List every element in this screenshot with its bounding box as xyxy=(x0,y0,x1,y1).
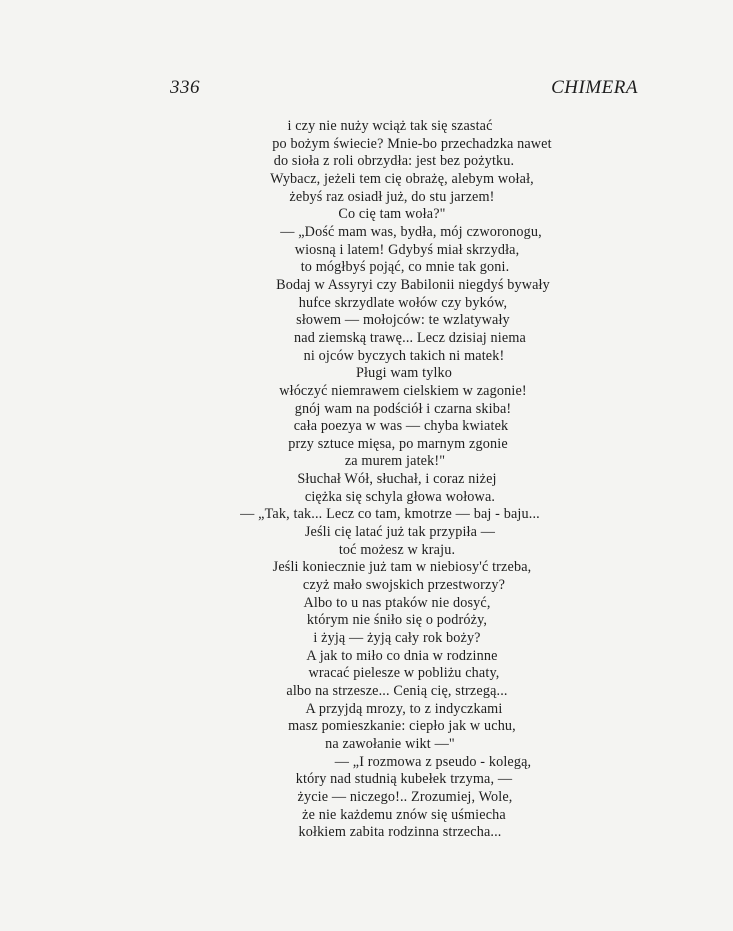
poem-line: włóczyć niemrawem cielskiem w zagonie! xyxy=(279,382,527,399)
poem-line: że nie każdemu znów się uśmiecha xyxy=(302,806,506,823)
poem-line: Wybacz, jeżeli tem cię obrażę, alebym wołał, xyxy=(270,170,534,187)
poem-line: którym nie śniło się o podróży, xyxy=(306,612,488,629)
poem-line: żebyś raz osiadł już, do stu jarzem! xyxy=(289,188,495,205)
poem-line: Słuchał Wół, słuchał, i coraz niżej xyxy=(297,471,497,488)
poem-text xyxy=(200,118,580,842)
poem-line: albo na strzesze... Cenią cię, strzegą... xyxy=(286,683,508,699)
poem-line: Jeśli koniecznie już tam w niebiosy'ć trzeba, xyxy=(272,559,532,576)
poem-line: — „I rozmowa z pseudo - kolegą, xyxy=(334,753,532,770)
poem-line: nad ziemską trawę... Lecz dzisiaj niema xyxy=(294,329,526,346)
poem-line: po bożym świecie? Mnie-bo przechadzka nawet xyxy=(272,135,552,152)
poem-line: ciężka się schyla głowa wołowa. xyxy=(304,488,496,505)
poem-line: przy sztuce mięsa, po marnym zgonie xyxy=(288,435,508,452)
poem-line: życie — niczego!.. Zrozumiej, Wole, xyxy=(297,788,513,805)
poem-line: wracać pielesze w pobliżu chaty, xyxy=(308,665,500,682)
poem-line: — „Dość mam was, bydła, mój czworonogu, xyxy=(280,223,542,240)
poem-line: do sioła z roli obrzydła: jest bez pożytku. xyxy=(273,153,515,170)
poem-line: cała poezya w was — chyba kwiatek xyxy=(293,418,509,435)
poem-line: za murem jatek!" xyxy=(344,453,446,470)
poem-line: gnój wam na podściół i czarna skiba! xyxy=(294,400,512,417)
poem-line: Bodaj w Assyryi czy Babilonii niegdyś bywały xyxy=(276,276,550,293)
poem-line: A jak to miło co dnia w rodzinne xyxy=(306,647,498,664)
poem-line: czyż mało swojskich przestworzy? xyxy=(302,577,506,594)
poem-line: i żyją — żyją cały rok boży? xyxy=(313,630,481,647)
poem-line: Jeśli cię latać już tak przypiła — xyxy=(304,524,496,541)
poem-line: kołkiem zabita rodzinna strzecha... xyxy=(298,824,502,841)
poem-line: toć możesz w kraju. xyxy=(338,541,456,558)
poem-line: wiosną i latem! Gdybyś miał skrzydła, xyxy=(294,241,520,258)
poem-line: słowem — mołojców: te wzlatywały xyxy=(296,312,510,329)
poem-line: ni ojców byczych takich ni matek! xyxy=(303,347,505,364)
poem-line: Co cię tam woła?" xyxy=(338,206,446,223)
poem-line: na zawołanie wikt —" xyxy=(325,735,455,752)
poem-line: to mógłbyś pojąć, co mnie tak goni. xyxy=(300,259,510,276)
poem-line: i czy nie nuży wciąż tak się szastać xyxy=(287,118,493,134)
poem-line: A przyjdą mrozy, to z indyczkami xyxy=(305,700,503,717)
page-number: 336 xyxy=(170,77,200,98)
poem-line: Pługi wam tylko xyxy=(355,365,453,382)
poem-line: który nad studnią kubełek trzyma, — xyxy=(295,771,513,788)
poem-line: hufce skrzydlate wołów czy byków, xyxy=(298,294,508,311)
poem-line: — „Tak, tak... Lecz co tam, kmotrze — baj - baju... xyxy=(240,506,540,523)
running-title: CHIMERA xyxy=(551,77,638,98)
poem-line: masz pomieszkanie: ciepło jak w uchu, xyxy=(288,718,516,735)
poem-line: Albo to u nas ptaków nie dosyć, xyxy=(303,594,491,611)
